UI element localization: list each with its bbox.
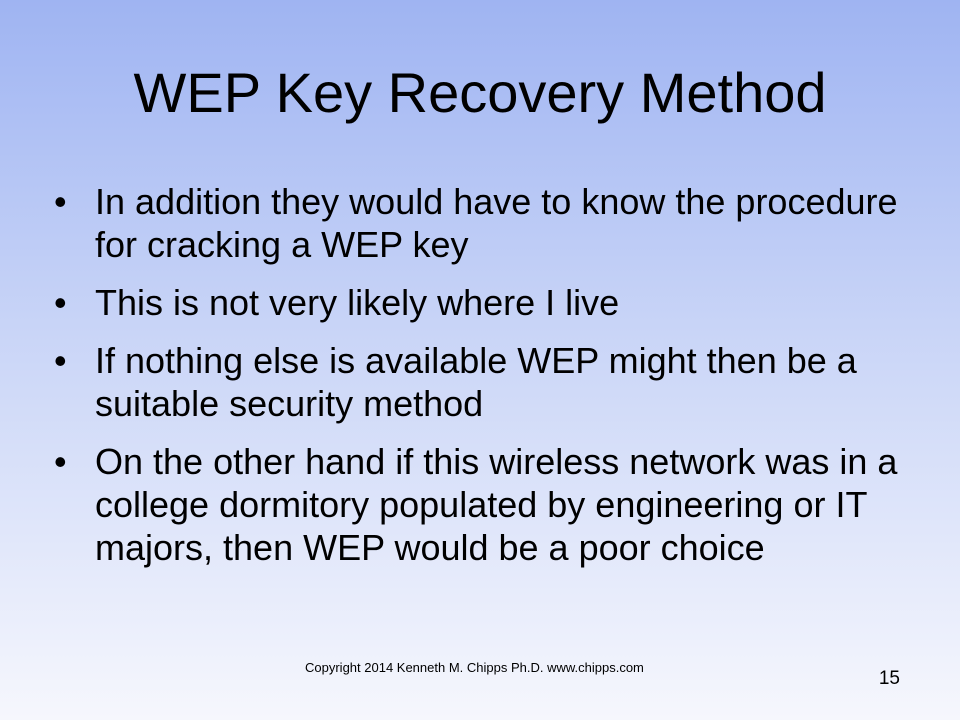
bullet-text: On the other hand if this wireless network was in a college dormitory populated by engineering or IT majors, then WEP would be a poor choice — [95, 441, 898, 568]
bullet-text: This is not very likely where I live — [95, 282, 620, 323]
bullet-item — [54, 281, 914, 324]
bullet-item — [54, 339, 914, 425]
slide-number: 15 — [878, 668, 900, 689]
bullet-item — [54, 180, 914, 266]
bullet-item — [54, 440, 914, 569]
bullet-icon: • — [54, 441, 67, 482]
bullet-icon: • — [54, 282, 67, 323]
copyright-footer: Copyright 2014 Kenneth M. Chipps Ph.D. www.chipps.com — [305, 660, 644, 675]
slide-title: WEP Key Recovery Method — [133, 61, 827, 124]
bullet-icon: • — [54, 181, 67, 222]
bullet-text: If nothing else is available WEP might then be a suitable security method — [95, 340, 857, 424]
bullet-list — [54, 180, 914, 584]
bullet-icon: • — [54, 340, 67, 381]
bullet-text: In addition they would have to know the procedure for cracking a WEP key — [95, 181, 898, 265]
